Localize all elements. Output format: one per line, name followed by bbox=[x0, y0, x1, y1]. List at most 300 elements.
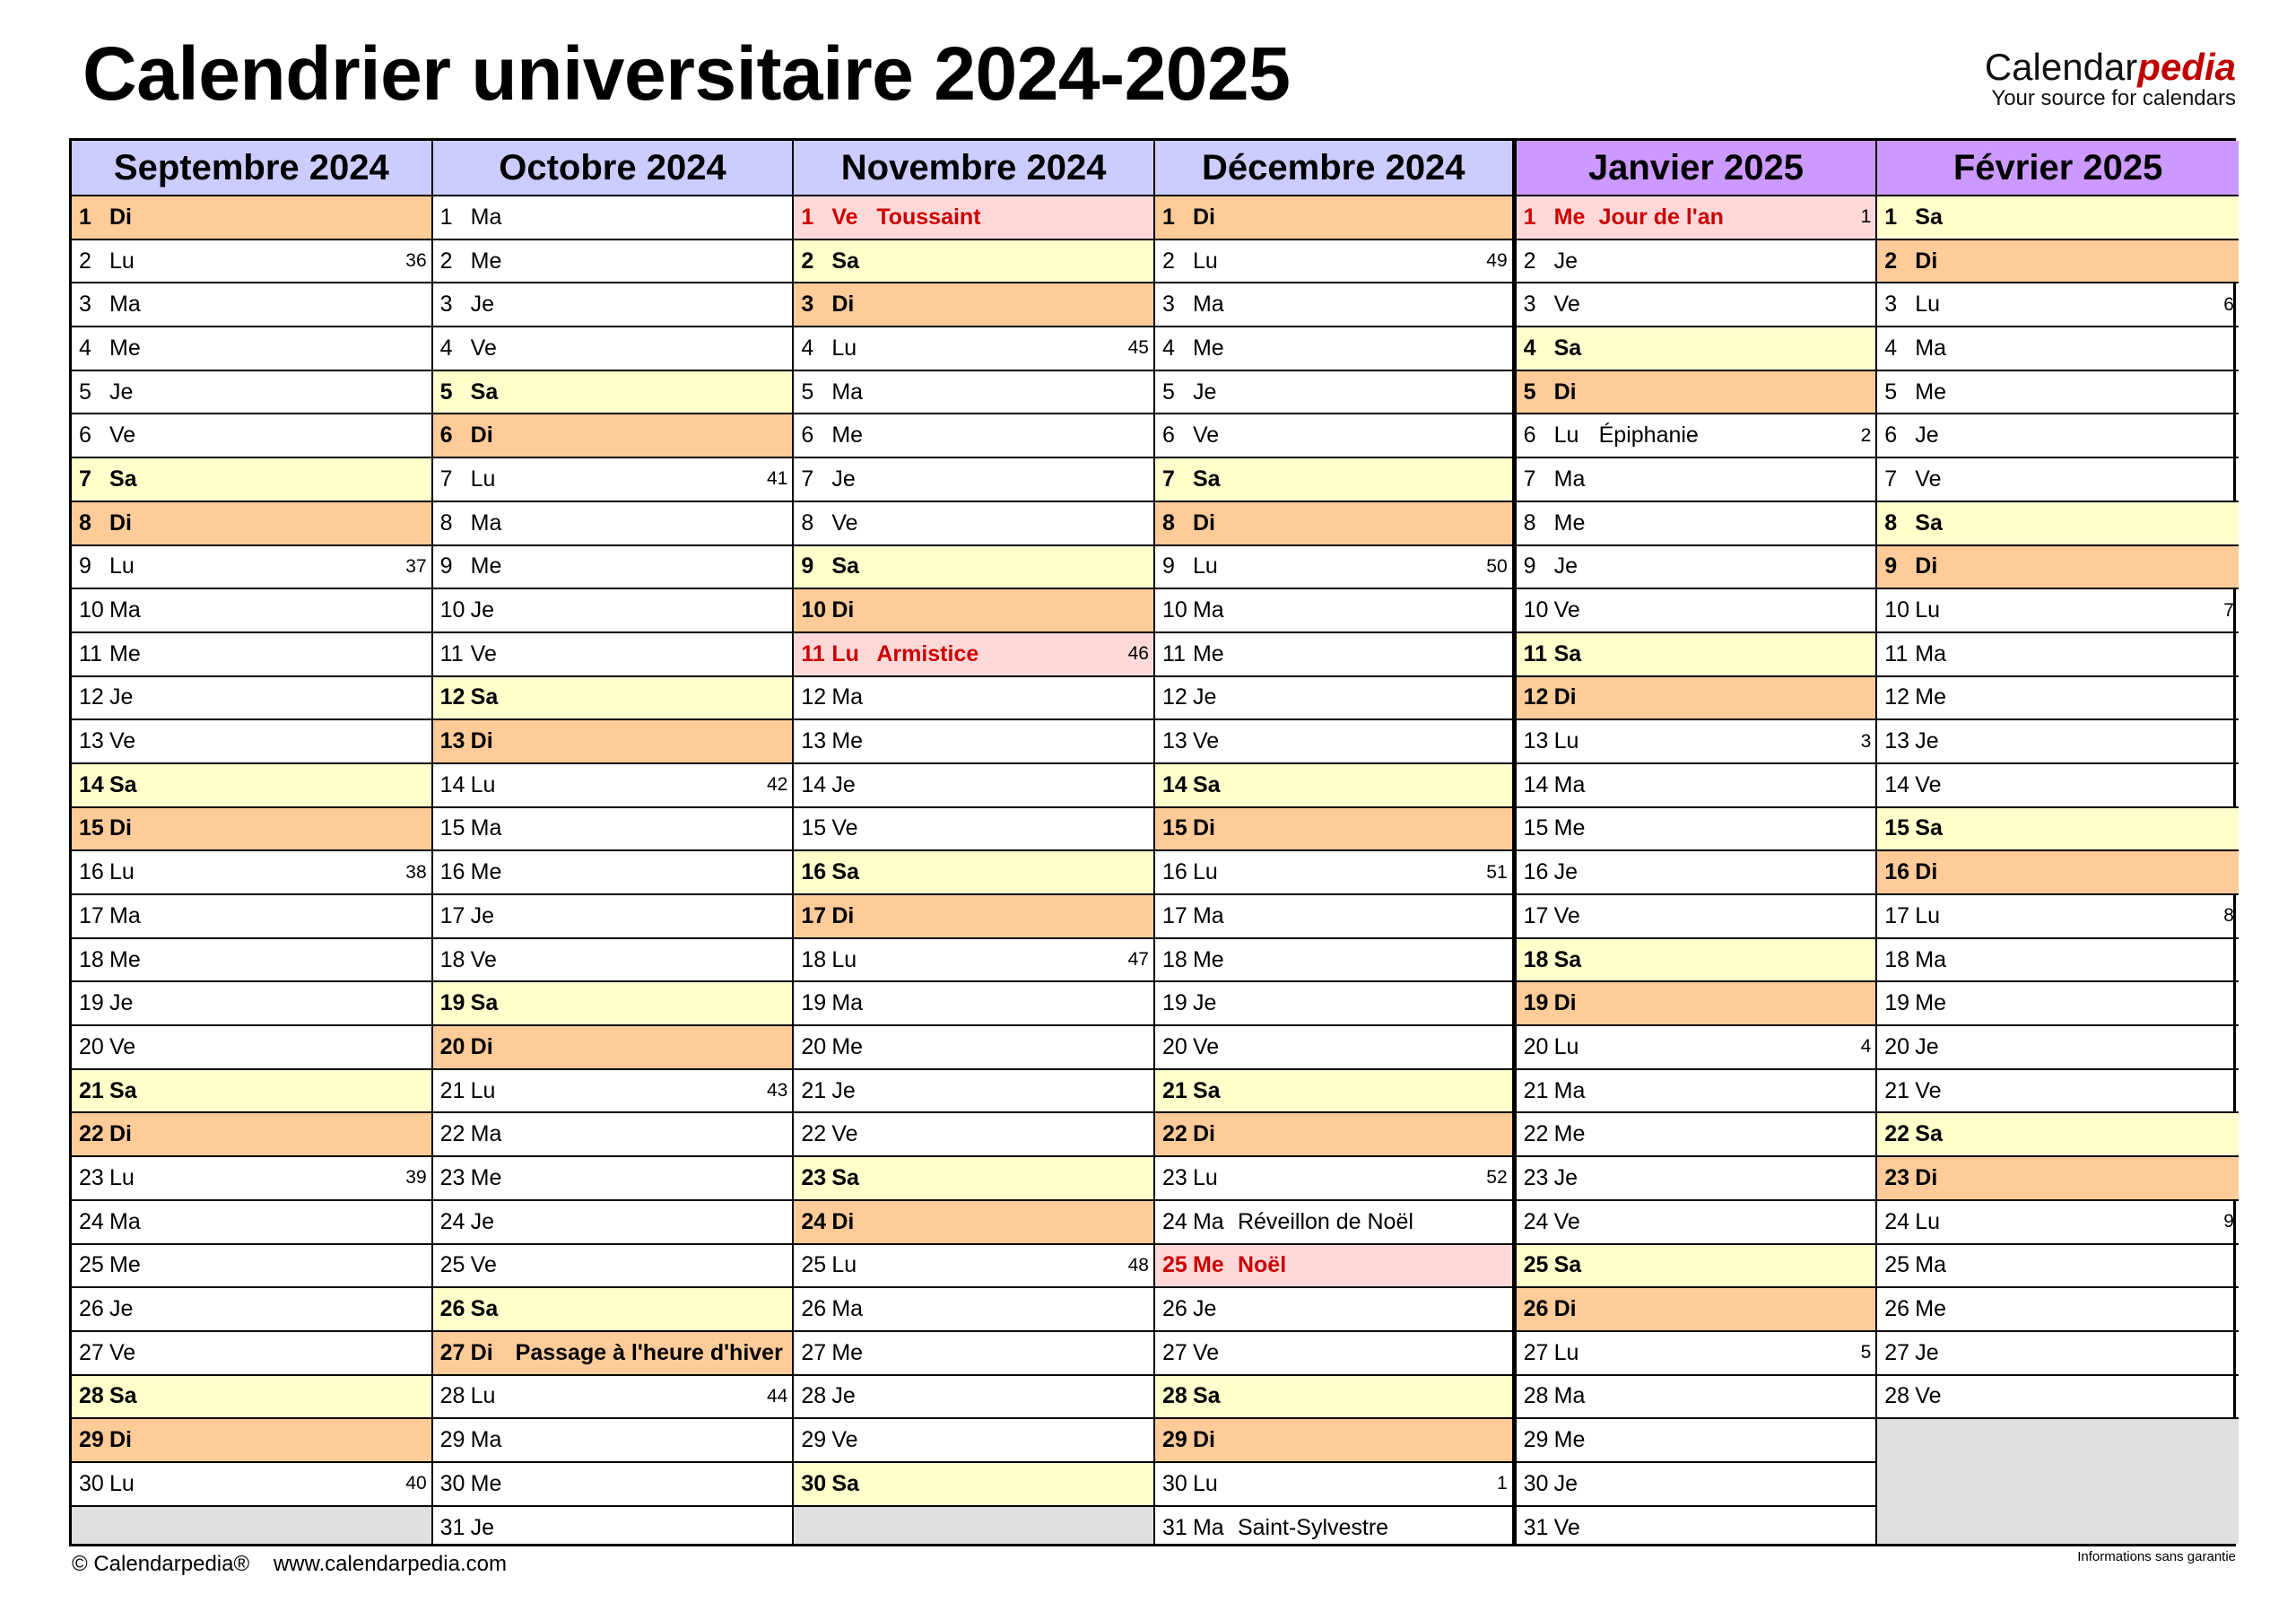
month-header: Décembre 2024 bbox=[1155, 141, 1512, 196]
day-row[interactable] bbox=[433, 1463, 793, 1507]
day-row[interactable] bbox=[1155, 502, 1512, 546]
day-row[interactable] bbox=[72, 982, 431, 1026]
day-row[interactable] bbox=[1517, 196, 1876, 240]
weekday-label: Lu bbox=[470, 771, 496, 797]
day-number: 1 bbox=[801, 204, 814, 230]
day-row[interactable] bbox=[1517, 720, 1876, 764]
month-column bbox=[1877, 141, 2239, 1544]
weekday-label: Di bbox=[470, 422, 493, 449]
weekday-label: Sa bbox=[1192, 1077, 1221, 1103]
day-row[interactable] bbox=[1517, 546, 1876, 590]
day-row[interactable] bbox=[1517, 240, 1876, 284]
day-row[interactable] bbox=[72, 633, 431, 677]
day-row[interactable] bbox=[1517, 589, 1876, 633]
day-row[interactable] bbox=[794, 1376, 1153, 1420]
day-row[interactable] bbox=[1155, 764, 1512, 808]
day-row[interactable] bbox=[1155, 939, 1512, 983]
day-row[interactable] bbox=[1877, 502, 2239, 546]
week-number: 6 bbox=[2223, 293, 2234, 315]
day-row[interactable] bbox=[1877, 808, 2239, 852]
day-row[interactable] bbox=[1877, 589, 2239, 633]
day-row[interactable] bbox=[1517, 1507, 1876, 1551]
day-row[interactable] bbox=[794, 1463, 1153, 1507]
day-row[interactable] bbox=[72, 1157, 431, 1201]
day-row[interactable] bbox=[794, 414, 1153, 458]
day-row[interactable] bbox=[794, 982, 1153, 1026]
brand-name-part-b: pedia bbox=[2137, 46, 2236, 88]
day-row[interactable] bbox=[433, 851, 793, 895]
day-row[interactable] bbox=[1517, 808, 1876, 852]
week-number: 4 bbox=[1860, 1036, 1872, 1058]
day-number: 19 bbox=[1161, 990, 1187, 1016]
day-number: 14 bbox=[801, 771, 827, 797]
day-number: 8 bbox=[79, 510, 91, 536]
day-number: 16 bbox=[1523, 859, 1549, 885]
day-row[interactable] bbox=[1155, 371, 1512, 415]
brand-tagline: Your source for calendars bbox=[1991, 86, 2236, 110]
day-row[interactable] bbox=[794, 764, 1153, 808]
day-note: Jour de l'an bbox=[1598, 204, 1724, 230]
month-days bbox=[72, 196, 431, 1544]
day-row[interactable] bbox=[794, 939, 1153, 983]
day-number: 26 bbox=[1161, 1296, 1187, 1322]
day-row[interactable] bbox=[1877, 1376, 2239, 1420]
weekday-label: Lu bbox=[1915, 597, 1941, 623]
day-number: 27 bbox=[1523, 1339, 1549, 1365]
day-row[interactable] bbox=[1155, 1288, 1512, 1332]
day-row[interactable] bbox=[794, 458, 1153, 502]
day-row[interactable] bbox=[794, 589, 1153, 633]
day-row[interactable] bbox=[72, 546, 431, 590]
day-row[interactable] bbox=[433, 1113, 793, 1157]
day-row[interactable] bbox=[433, 1245, 793, 1289]
day-row[interactable] bbox=[1155, 1332, 1512, 1376]
day-row[interactable] bbox=[1155, 633, 1512, 677]
day-number: 6 bbox=[79, 422, 91, 449]
week-number: 37 bbox=[405, 555, 427, 577]
day-row[interactable] bbox=[72, 1376, 431, 1420]
day-row[interactable] bbox=[794, 1157, 1153, 1201]
weekday-label: Je bbox=[831, 1077, 856, 1103]
day-row[interactable] bbox=[72, 371, 431, 415]
day-row[interactable] bbox=[794, 808, 1153, 852]
day-row[interactable] bbox=[794, 633, 1153, 677]
weekday-label: Ve bbox=[1553, 1208, 1580, 1234]
day-row[interactable] bbox=[72, 240, 431, 284]
weekday-label: Me bbox=[831, 1339, 864, 1365]
day-row[interactable] bbox=[72, 1026, 431, 1070]
week-number: 42 bbox=[766, 774, 788, 796]
day-row[interactable] bbox=[794, 677, 1153, 721]
day-row[interactable] bbox=[72, 1463, 431, 1507]
day-row[interactable] bbox=[1517, 982, 1876, 1026]
weekday-label: Sa bbox=[470, 1296, 499, 1322]
day-row[interactable] bbox=[1155, 1376, 1512, 1420]
day-row[interactable] bbox=[72, 458, 431, 502]
day-number: 22 bbox=[439, 1121, 465, 1147]
weekday-label: Ma bbox=[1553, 771, 1586, 797]
week-number: 49 bbox=[1486, 250, 1508, 272]
day-row[interactable] bbox=[433, 283, 793, 327]
day-row[interactable] bbox=[1877, 327, 2239, 371]
day-row[interactable] bbox=[72, 196, 431, 240]
weekday-label: Ve bbox=[1192, 728, 1220, 754]
day-row[interactable] bbox=[1517, 502, 1876, 546]
weekday-label: Ma bbox=[1192, 1515, 1224, 1541]
weekday-label: Ve bbox=[109, 728, 136, 754]
day-row[interactable] bbox=[72, 895, 431, 939]
day-row[interactable] bbox=[72, 1113, 431, 1157]
day-row[interactable] bbox=[72, 283, 431, 327]
day-row[interactable] bbox=[794, 327, 1153, 371]
day-row[interactable] bbox=[1517, 371, 1876, 415]
day-number: 30 bbox=[439, 1470, 465, 1496]
day-number: 30 bbox=[79, 1470, 104, 1496]
day-number: 14 bbox=[79, 771, 104, 797]
weekday-label: Me bbox=[1192, 946, 1224, 972]
day-row[interactable] bbox=[1155, 1245, 1512, 1289]
day-row[interactable] bbox=[1877, 1026, 2239, 1070]
weekday-label: Di bbox=[1553, 379, 1577, 405]
day-row[interactable] bbox=[1517, 633, 1876, 677]
day-row[interactable] bbox=[1517, 1288, 1876, 1332]
day-row[interactable] bbox=[1155, 1419, 1512, 1463]
day-row[interactable] bbox=[1155, 196, 1512, 240]
day-row[interactable] bbox=[1877, 982, 2239, 1026]
weekday-label: Me bbox=[470, 248, 502, 274]
day-number: 4 bbox=[1523, 335, 1536, 361]
day-row[interactable] bbox=[433, 677, 793, 721]
day-row[interactable] bbox=[1517, 1332, 1876, 1376]
day-row[interactable] bbox=[1517, 1419, 1876, 1463]
day-row[interactable] bbox=[433, 1332, 793, 1376]
empty-cell bbox=[794, 1507, 1153, 1544]
weekday-label: Je bbox=[470, 1515, 495, 1541]
day-number: 12 bbox=[1161, 684, 1187, 710]
day-row[interactable] bbox=[1517, 939, 1876, 983]
weekday-label: Di bbox=[1553, 990, 1577, 1016]
day-number: 6 bbox=[1523, 422, 1536, 449]
day-row[interactable] bbox=[1517, 1201, 1876, 1245]
day-number: 8 bbox=[1884, 510, 1898, 536]
day-note: Armistice bbox=[876, 640, 979, 666]
day-row[interactable] bbox=[794, 1070, 1153, 1114]
day-row[interactable] bbox=[1155, 283, 1512, 327]
day-row[interactable] bbox=[1155, 327, 1512, 371]
day-number: 14 bbox=[439, 771, 465, 797]
day-row[interactable] bbox=[433, 1157, 793, 1201]
weekday-label: Ma bbox=[831, 684, 864, 710]
day-row[interactable] bbox=[72, 589, 431, 633]
day-row[interactable] bbox=[72, 808, 431, 852]
day-row[interactable] bbox=[433, 414, 793, 458]
day-row[interactable] bbox=[1877, 633, 2239, 677]
day-row[interactable] bbox=[1155, 982, 1512, 1026]
day-row[interactable] bbox=[433, 633, 793, 677]
day-row[interactable] bbox=[72, 720, 431, 764]
day-row[interactable] bbox=[72, 327, 431, 371]
day-row[interactable] bbox=[433, 1201, 793, 1245]
month-header: Février 2025 bbox=[1877, 141, 2239, 196]
day-row[interactable] bbox=[794, 283, 1153, 327]
weekday-label: Lu bbox=[831, 335, 857, 361]
day-row[interactable] bbox=[794, 1026, 1153, 1070]
weekday-label: Me bbox=[470, 1164, 502, 1190]
day-row[interactable] bbox=[794, 502, 1153, 546]
day-number: 13 bbox=[1884, 728, 1910, 754]
weekday-label: Di bbox=[1192, 815, 1215, 841]
weekday-label: Me bbox=[109, 640, 141, 666]
day-number: 12 bbox=[79, 684, 104, 710]
day-number: 28 bbox=[439, 1383, 465, 1409]
weekday-label: Ma bbox=[1192, 597, 1224, 623]
week-number: 3 bbox=[1860, 730, 1872, 752]
day-row[interactable] bbox=[72, 1419, 431, 1463]
day-row[interactable] bbox=[433, 720, 793, 764]
weekday-label: Ma bbox=[1915, 946, 1947, 972]
day-row[interactable] bbox=[1517, 851, 1876, 895]
day-row[interactable] bbox=[1877, 720, 2239, 764]
weekday-label: Ve bbox=[470, 335, 497, 361]
day-number: 23 bbox=[1884, 1164, 1910, 1190]
day-number: 3 bbox=[79, 292, 91, 318]
day-number: 8 bbox=[439, 510, 453, 536]
day-row[interactable] bbox=[1517, 764, 1876, 808]
weekday-label: Je bbox=[1915, 728, 1939, 754]
day-row[interactable] bbox=[1155, 1463, 1512, 1507]
month-days bbox=[433, 196, 793, 1550]
day-row[interactable] bbox=[1877, 677, 2239, 721]
month-days bbox=[1517, 196, 1876, 1550]
day-number: 24 bbox=[79, 1208, 104, 1234]
day-row[interactable] bbox=[1155, 895, 1512, 939]
day-number: 5 bbox=[1884, 379, 1898, 405]
day-row[interactable] bbox=[794, 1332, 1153, 1376]
day-row[interactable] bbox=[1517, 1463, 1876, 1507]
day-row[interactable] bbox=[1155, 1070, 1512, 1114]
day-row[interactable] bbox=[72, 1201, 431, 1245]
day-row[interactable] bbox=[1155, 414, 1512, 458]
day-row[interactable] bbox=[794, 720, 1153, 764]
weekday-label: Je bbox=[1915, 1033, 1939, 1059]
week-number: 40 bbox=[405, 1473, 427, 1494]
day-row[interactable] bbox=[1877, 240, 2239, 284]
day-row[interactable] bbox=[72, 1070, 431, 1114]
day-row[interactable] bbox=[794, 371, 1153, 415]
day-row[interactable] bbox=[433, 764, 793, 808]
weekday-label: Ma bbox=[109, 1208, 141, 1234]
day-row[interactable] bbox=[72, 851, 431, 895]
day-row[interactable] bbox=[1155, 851, 1512, 895]
day-row[interactable] bbox=[1517, 1026, 1876, 1070]
day-row[interactable] bbox=[794, 1419, 1153, 1463]
day-number: 13 bbox=[801, 728, 827, 754]
day-row[interactable] bbox=[433, 458, 793, 502]
day-row[interactable] bbox=[1155, 1201, 1512, 1245]
day-row[interactable] bbox=[72, 677, 431, 721]
day-row[interactable] bbox=[1877, 1113, 2239, 1157]
day-number: 22 bbox=[801, 1121, 827, 1147]
day-number: 26 bbox=[79, 1296, 104, 1322]
day-row[interactable] bbox=[433, 895, 793, 939]
day-row[interactable] bbox=[1877, 414, 2239, 458]
weekday-label: Sa bbox=[1553, 640, 1582, 666]
day-number: 9 bbox=[1523, 553, 1536, 579]
day-row[interactable] bbox=[433, 546, 793, 590]
day-row[interactable] bbox=[1155, 1507, 1512, 1551]
month-header: Septembre 2024 bbox=[72, 141, 431, 196]
day-row[interactable] bbox=[433, 502, 793, 546]
weekday-label: Ma bbox=[1192, 292, 1224, 318]
day-row[interactable] bbox=[433, 327, 793, 371]
day-number: 10 bbox=[79, 597, 104, 623]
day-row[interactable] bbox=[1877, 196, 2239, 240]
day-row[interactable] bbox=[1155, 546, 1512, 590]
day-row[interactable] bbox=[1877, 1288, 2239, 1332]
weekday-label: Me bbox=[831, 728, 864, 754]
weekday-label: Je bbox=[470, 597, 495, 623]
day-row[interactable] bbox=[433, 196, 793, 240]
day-row[interactable] bbox=[1877, 546, 2239, 590]
month-column bbox=[1155, 141, 1517, 1544]
day-row[interactable] bbox=[72, 1288, 431, 1332]
day-row[interactable] bbox=[72, 764, 431, 808]
day-row[interactable] bbox=[1155, 808, 1512, 852]
day-row[interactable] bbox=[1877, 939, 2239, 983]
brand-name bbox=[1985, 48, 2236, 86]
day-row[interactable] bbox=[1155, 240, 1512, 284]
weekday-label: Me bbox=[1915, 684, 1947, 710]
calendar-grid bbox=[69, 138, 2236, 1546]
day-number: 30 bbox=[1161, 1470, 1187, 1496]
day-row[interactable] bbox=[794, 196, 1153, 240]
footer-url[interactable]: www.calendarpedia.com bbox=[273, 1552, 507, 1576]
day-row[interactable] bbox=[1517, 1376, 1876, 1420]
day-number: 24 bbox=[1884, 1208, 1910, 1234]
day-row[interactable] bbox=[1517, 1070, 1876, 1114]
day-row[interactable] bbox=[794, 1201, 1153, 1245]
day-row[interactable] bbox=[1155, 720, 1512, 764]
weekday-label: Lu bbox=[1915, 902, 1941, 928]
day-number: 29 bbox=[801, 1427, 827, 1453]
day-number: 6 bbox=[1884, 422, 1898, 449]
day-row[interactable] bbox=[1877, 1157, 2239, 1201]
weekday-label: Me bbox=[109, 335, 141, 361]
day-row[interactable] bbox=[794, 1245, 1153, 1289]
weekday-label: Ma bbox=[109, 902, 141, 928]
day-number: 2 bbox=[801, 248, 814, 274]
day-row[interactable] bbox=[1877, 1332, 2239, 1376]
day-row[interactable] bbox=[433, 1288, 793, 1332]
day-row[interactable] bbox=[1877, 283, 2239, 327]
day-row[interactable] bbox=[1877, 1201, 2239, 1245]
day-row[interactable] bbox=[1877, 895, 2239, 939]
day-row[interactable] bbox=[1517, 414, 1876, 458]
day-row[interactable] bbox=[1155, 1113, 1512, 1157]
month-column bbox=[1517, 141, 1878, 1544]
weekday-label: Lu bbox=[1192, 859, 1218, 885]
day-row[interactable] bbox=[72, 414, 431, 458]
day-row[interactable] bbox=[1517, 1113, 1876, 1157]
day-row[interactable] bbox=[72, 1245, 431, 1289]
day-row[interactable] bbox=[433, 1026, 793, 1070]
day-row[interactable] bbox=[433, 1419, 793, 1463]
day-row[interactable] bbox=[1517, 283, 1876, 327]
day-row[interactable] bbox=[1517, 677, 1876, 721]
day-row[interactable] bbox=[433, 808, 793, 852]
brand-logo[interactable] bbox=[1985, 48, 2236, 109]
weekday-label: Di bbox=[109, 1121, 132, 1147]
day-number: 4 bbox=[1161, 335, 1175, 361]
day-row[interactable] bbox=[433, 240, 793, 284]
day-row[interactable] bbox=[794, 546, 1153, 590]
day-number: 27 bbox=[79, 1339, 104, 1365]
day-row[interactable] bbox=[433, 371, 793, 415]
day-row[interactable] bbox=[1517, 1157, 1876, 1201]
month-days bbox=[794, 196, 1153, 1544]
day-row[interactable] bbox=[1877, 764, 2239, 808]
weekday-label: Me bbox=[1192, 640, 1224, 666]
day-row[interactable] bbox=[433, 1507, 793, 1551]
day-row[interactable] bbox=[72, 502, 431, 546]
week-number: 5 bbox=[1860, 1342, 1872, 1363]
weekday-label: Sa bbox=[470, 990, 499, 1016]
day-row[interactable] bbox=[433, 982, 793, 1026]
weekday-label: Je bbox=[831, 771, 856, 797]
day-row[interactable] bbox=[1517, 895, 1876, 939]
day-number: 24 bbox=[1523, 1208, 1549, 1234]
day-row[interactable] bbox=[1517, 458, 1876, 502]
weekday-label: Ve bbox=[831, 1427, 858, 1453]
day-row[interactable] bbox=[72, 939, 431, 983]
day-row[interactable] bbox=[1877, 851, 2239, 895]
day-row[interactable] bbox=[1877, 458, 2239, 502]
day-row[interactable] bbox=[1155, 589, 1512, 633]
weekday-label: Sa bbox=[470, 379, 499, 405]
day-row[interactable] bbox=[433, 1376, 793, 1420]
day-row[interactable] bbox=[794, 895, 1153, 939]
day-row[interactable] bbox=[433, 1070, 793, 1114]
month-column bbox=[433, 141, 795, 1544]
weekday-label: Sa bbox=[109, 1077, 137, 1103]
day-row[interactable] bbox=[794, 240, 1153, 284]
week-number: 1 bbox=[1860, 206, 1872, 228]
day-row[interactable] bbox=[1877, 371, 2239, 415]
day-row[interactable] bbox=[794, 1113, 1153, 1157]
day-number: 25 bbox=[79, 1252, 104, 1278]
day-row[interactable] bbox=[794, 1288, 1153, 1332]
day-row[interactable] bbox=[1155, 458, 1512, 502]
day-row[interactable] bbox=[1877, 1245, 2239, 1289]
day-row[interactable] bbox=[1155, 1026, 1512, 1070]
day-row[interactable] bbox=[1517, 1245, 1876, 1289]
brand-name-part-a: Calendar bbox=[1984, 46, 2138, 88]
day-row[interactable] bbox=[1517, 327, 1876, 371]
day-number: 23 bbox=[79, 1164, 104, 1190]
day-row[interactable] bbox=[72, 1332, 431, 1376]
day-row[interactable] bbox=[433, 589, 793, 633]
day-row[interactable] bbox=[794, 851, 1153, 895]
day-row[interactable] bbox=[1155, 677, 1512, 721]
weekday-label: Ve bbox=[831, 1121, 858, 1147]
weekday-label: Lu bbox=[1192, 553, 1218, 579]
day-row[interactable] bbox=[433, 939, 793, 983]
weekday-label: Me bbox=[470, 859, 502, 885]
weekday-label: Di bbox=[470, 728, 493, 754]
day-row[interactable] bbox=[1155, 1157, 1512, 1201]
day-row[interactable] bbox=[1877, 1070, 2239, 1114]
weekday-label: Je bbox=[1553, 859, 1578, 885]
